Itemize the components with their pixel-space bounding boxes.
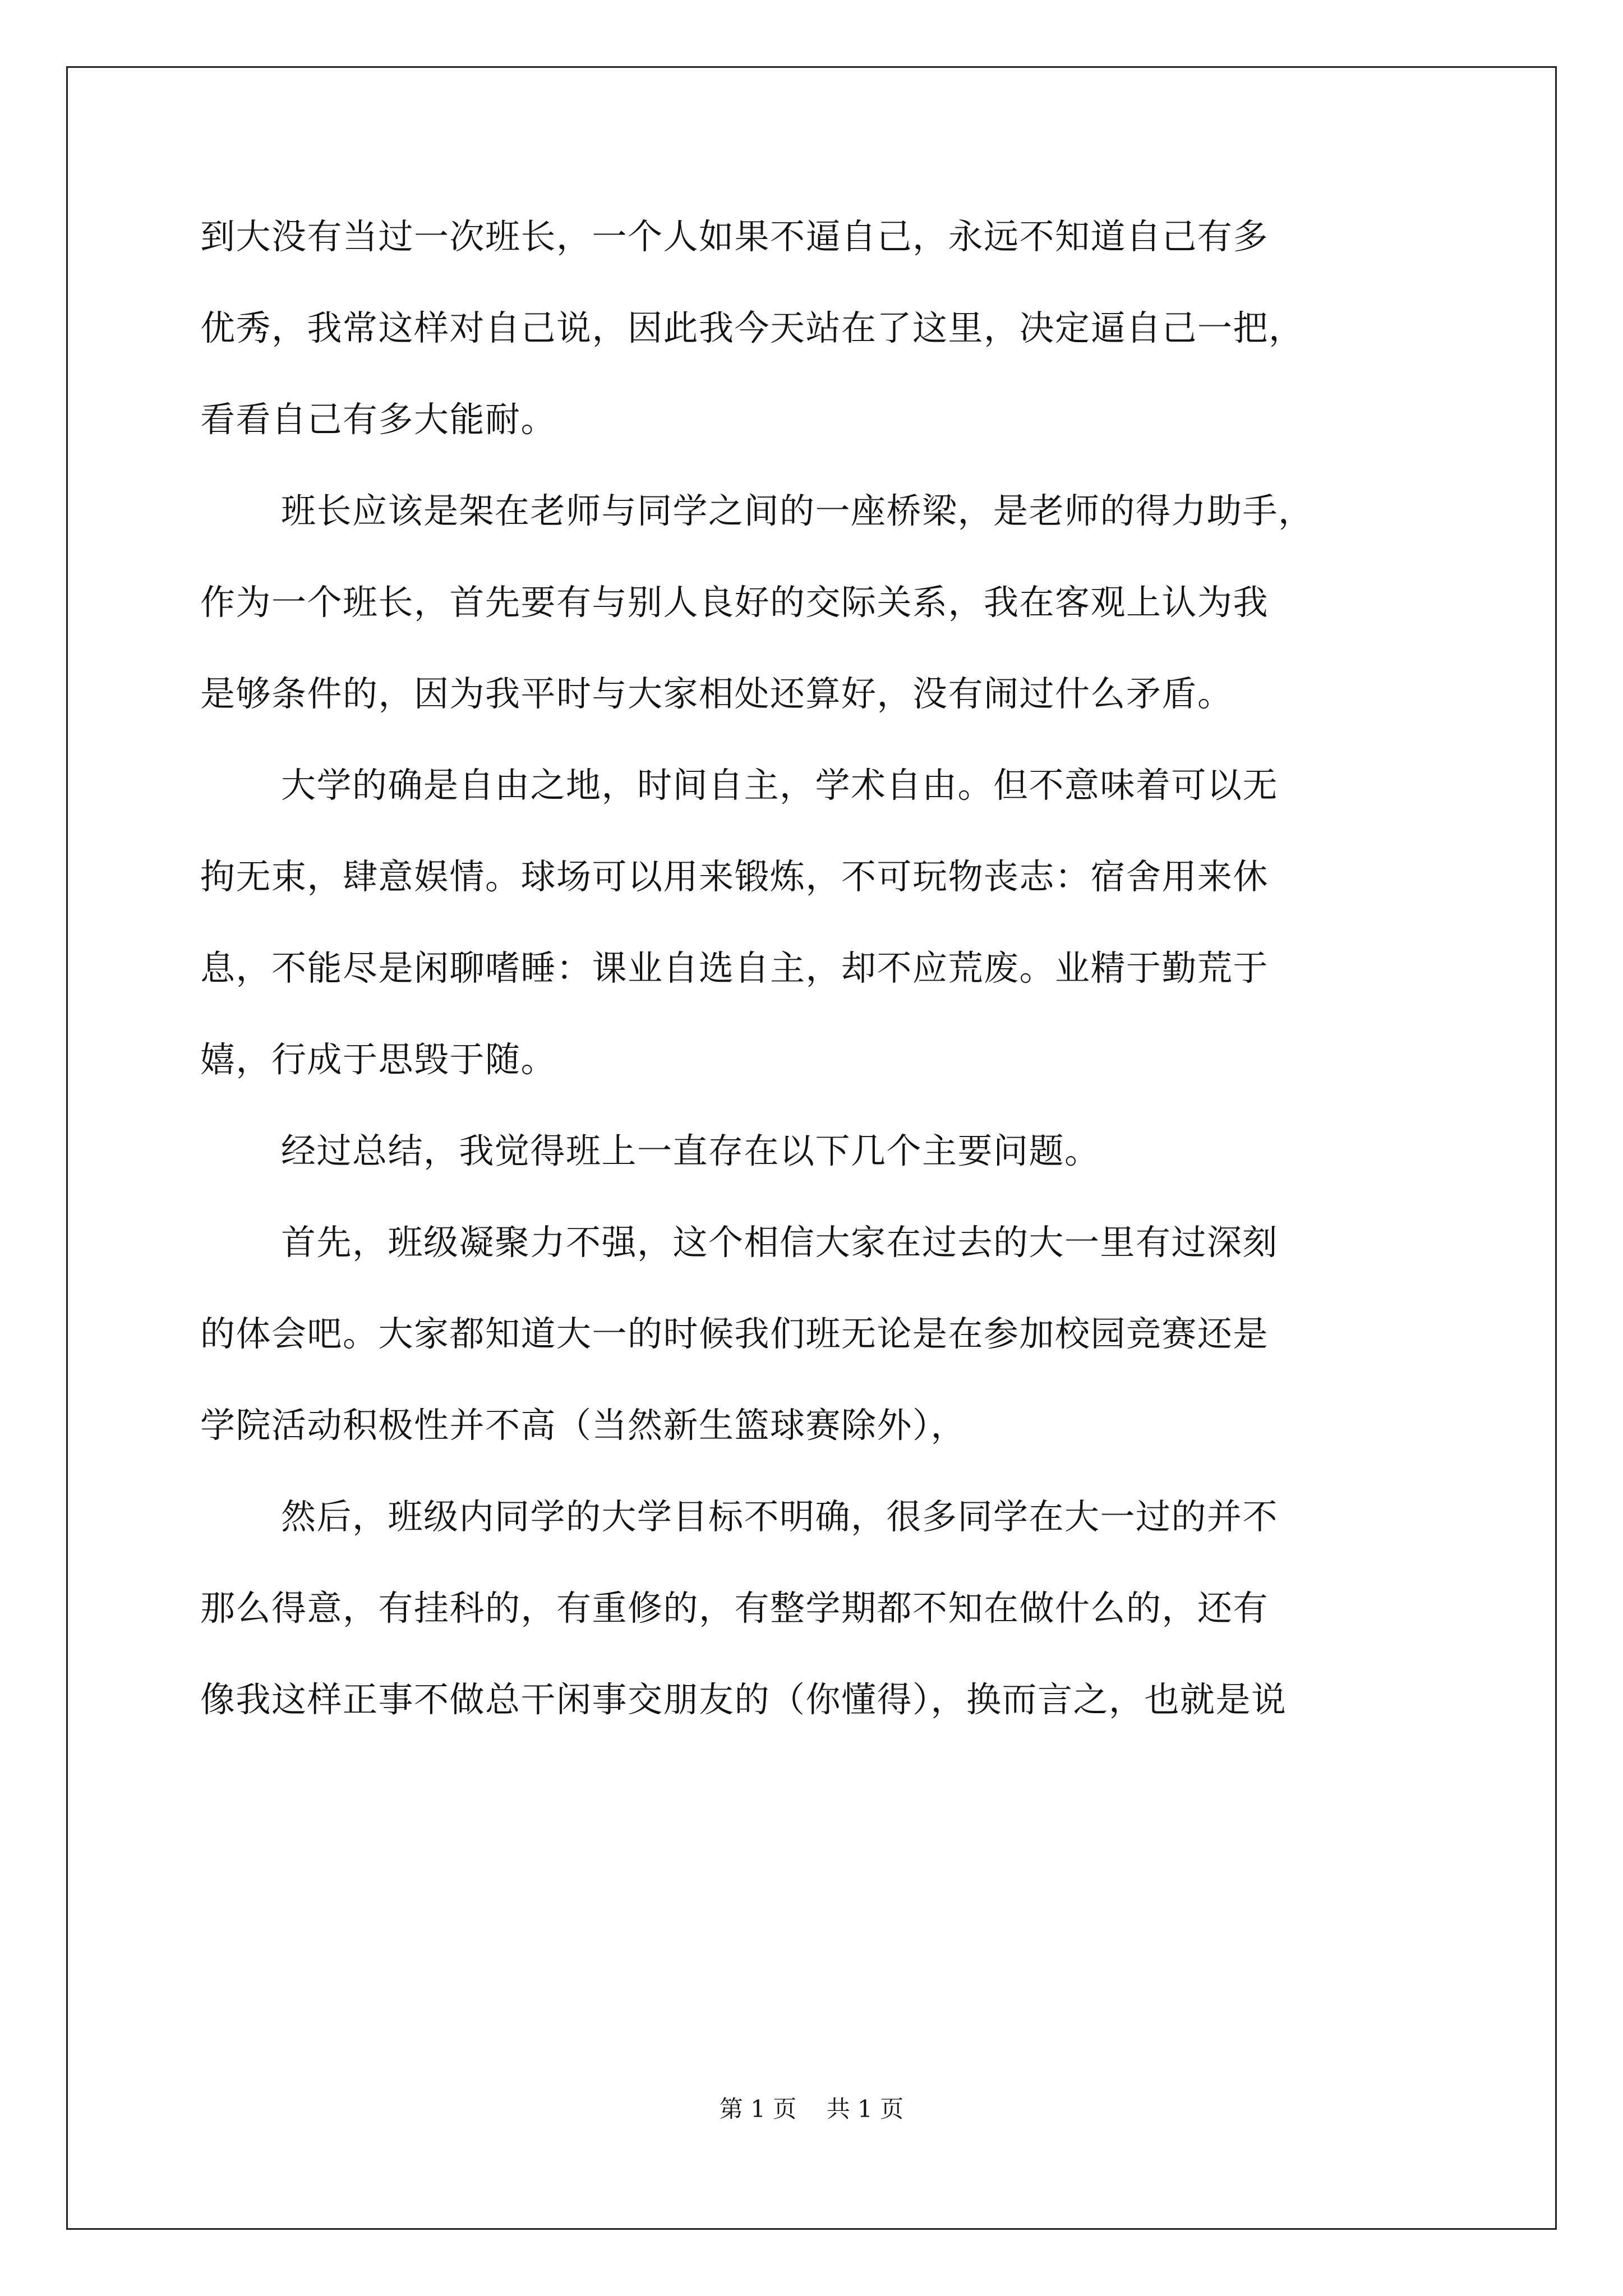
text-line: 像我这样正事不做总干闲事交朋友的（你懂得），换而言之，也就是说 [200,1679,1287,1720]
text-line: 优秀，我常这样对自己说，因此我今天站在了这里，决定逼自己一把， [200,307,1304,348]
text-line: 那么得意，有挂科的，有重修的，有整学期都不知在做什么的，还有 [200,1588,1269,1628]
text-line: 到大没有当过一次班长，一个人如果不逼自己，永远不知道自己有多 [200,216,1269,257]
page-number-footer: 第 1 页 共 1 页 [719,2095,904,2123]
text-line: 拘无束，肆意娱情。球场可以用来锻炼，不可玩物丧志：宿舍用来休 [200,856,1269,897]
text-line: 的体会吧。大家都知道大一的时候我们班无论是在参加校园竞赛还是 [200,1313,1269,1354]
document-body [200,216,1440,1720]
text-line: 嬉，行成于思毁于随。 [200,1039,557,1080]
text-line-paragraph-start: 班长应该是架在老师与同学之间的一座桥梁，是老师的得力助手， [281,490,1314,531]
text-line-paragraph-start: 然后，班级内同学的大学目标不明确，很多同学在大一过的并不 [281,1496,1279,1537]
text-line: 看看自己有多大能耐。 [200,399,557,440]
text-line: 作为一个班长，首先要有与别人良好的交际关系，我在客观上认为我 [200,582,1269,623]
text-line: 学院活动积极性并不高（当然新生篮球赛除外）， [200,1405,967,1446]
text-line-paragraph-start: 大学的确是自由之地，时间自主，学术自由。但不意味着可以无 [281,765,1279,806]
text-line: 息，不能尽是闲聊嗜睡：课业自选自主，却不应荒废。业精于勤荒于 [200,947,1269,988]
text-line-paragraph-start: 经过总结，我觉得班上一直存在以下几个主要问题。 [281,1130,1100,1171]
text-line: 是够条件的，因为我平时与大家相处还算好，没有闹过什么矛盾。 [200,673,1233,714]
text-line-paragraph-start: 首先，班级凝聚力不强，这个相信大家在过去的大一里有过深刻 [281,1222,1279,1263]
